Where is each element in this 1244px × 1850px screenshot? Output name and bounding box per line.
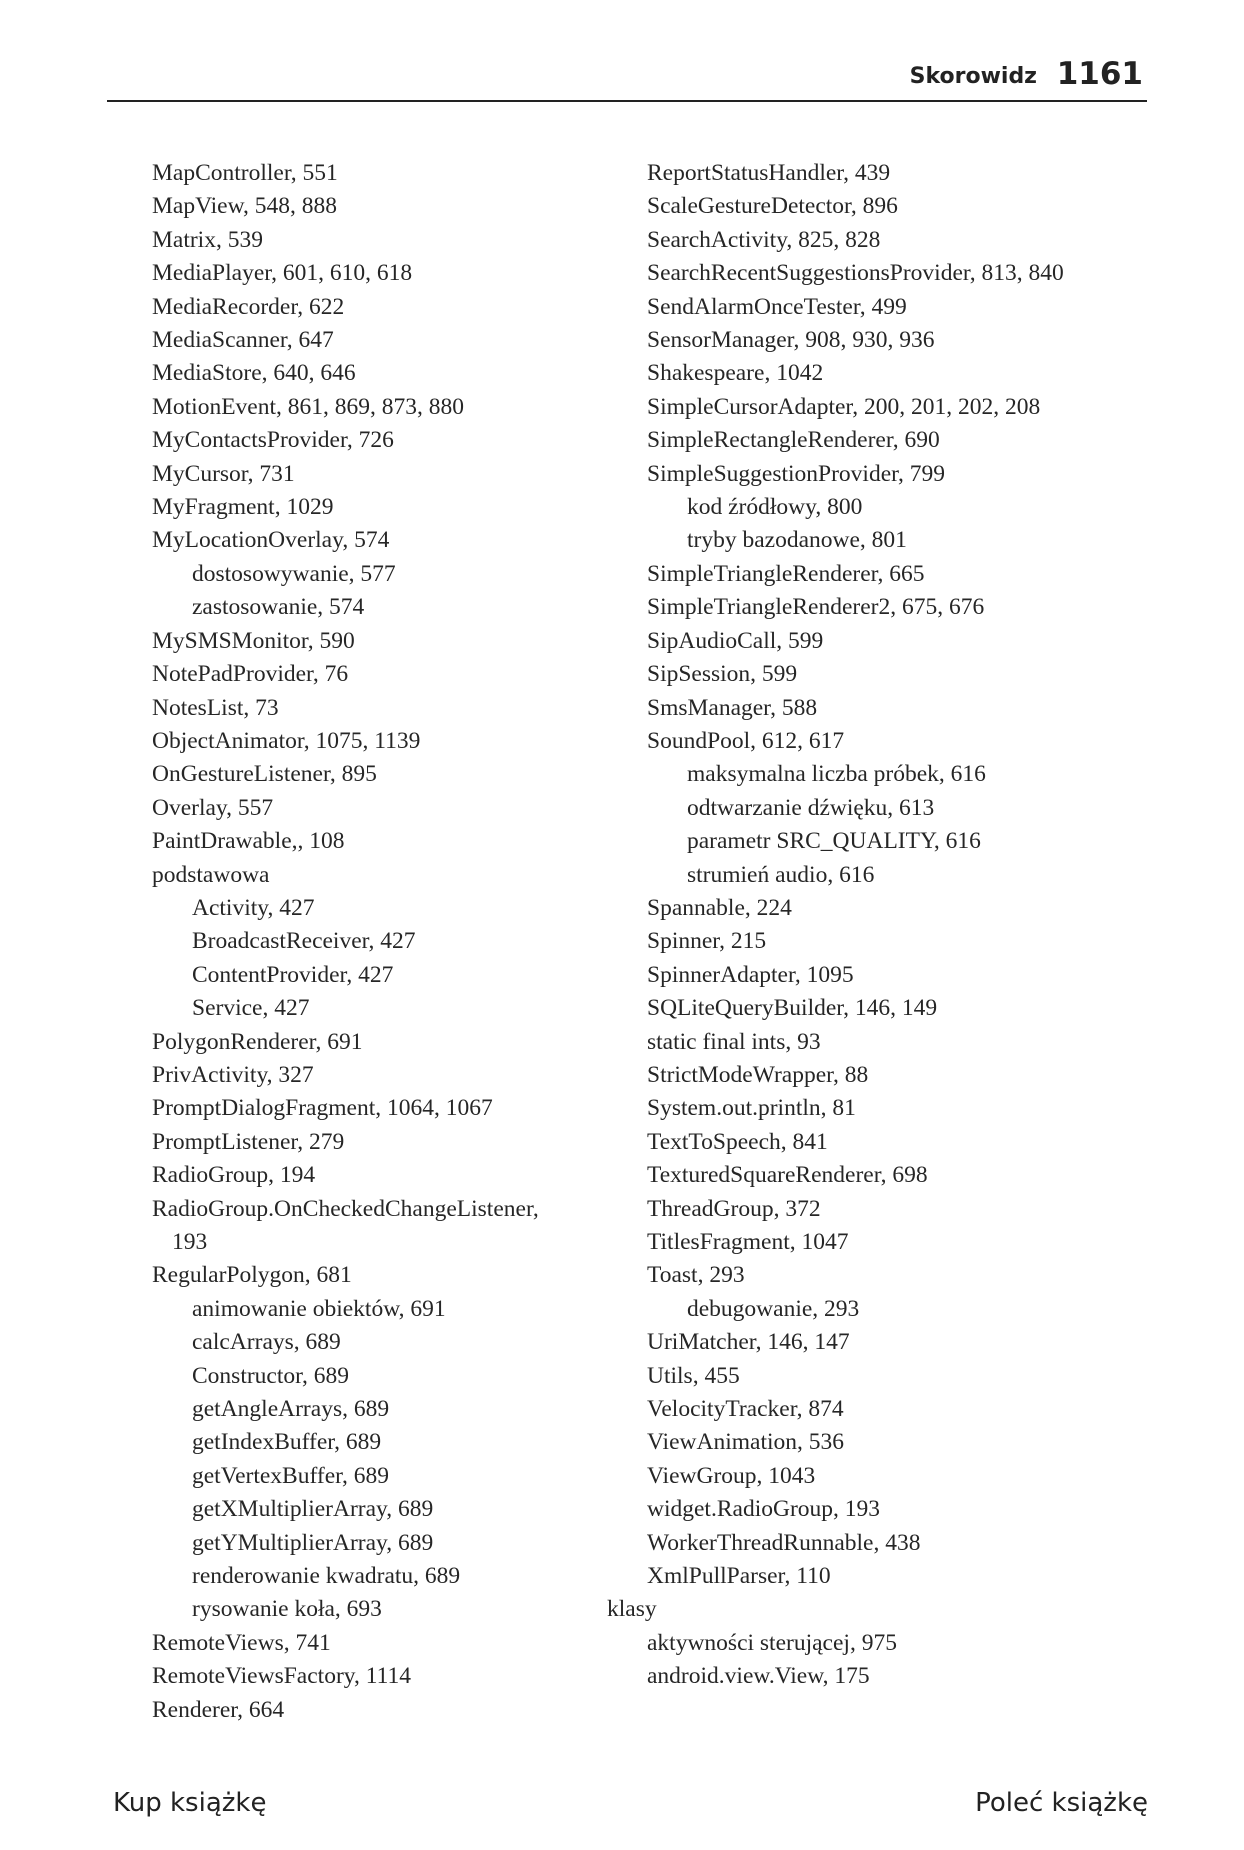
index-entry-continuation: 193 — [172, 1229, 208, 1255]
index-entry: SoundPool, 612, 617 — [647, 727, 845, 754]
index-column-right — [607, 157, 1167, 1694]
index-entry: ViewAnimation, 536 — [647, 1429, 845, 1456]
index-entry: aktywności sterującej, 975 — [647, 1629, 897, 1656]
index-subentry: BroadcastReceiver, 427 — [192, 928, 416, 955]
index-entry: SipSession, 599 — [647, 661, 798, 688]
index-entry: SimpleTriangleRenderer, 665 — [647, 560, 925, 587]
index-subentry: getXMultiplierArray, 689 — [192, 1496, 434, 1523]
index-entry: PromptListener, 279 — [152, 1128, 345, 1155]
index-entry: SimpleRectangleRenderer, 690 — [647, 427, 940, 454]
index-subentry: zastosowanie, 574 — [192, 594, 365, 621]
index-entry: ReportStatusHandler, 439 — [647, 160, 891, 186]
index-subentry: kod źródłowy, 800 — [687, 494, 863, 521]
index-entry: ThreadGroup, 372 — [647, 1195, 821, 1222]
index-entry: SearchRecentSuggestionsProvider, 813, 840 — [647, 260, 1064, 287]
index-entry: MapController, 551 — [152, 160, 338, 186]
index-subentry: strumień audio, 616 — [687, 861, 875, 888]
index-entry: SimpleTriangleRenderer2, 675, 676 — [647, 594, 985, 621]
index-entry: Matrix, 539 — [152, 226, 263, 253]
index-entry: PromptDialogFragment, 1064, 1067 — [152, 1095, 493, 1122]
index-subentry: parametr SRC_QUALITY, 616 — [687, 828, 981, 855]
index-entry: SipAudioCall, 599 — [647, 627, 824, 654]
index-entry: Toast, 293 — [647, 1262, 745, 1289]
index-entry: Renderer, 664 — [152, 1696, 285, 1723]
index-entry: MotionEvent, 861, 869, 873, 880 — [152, 393, 465, 420]
index-entry: RadioGroup.OnCheckedChangeListener, — [152, 1195, 539, 1222]
index-entry: Shakespeare, 1042 — [647, 360, 824, 387]
index-subentry: Service, 427 — [192, 995, 310, 1022]
index-entry: MapView, 548, 888 — [152, 193, 338, 220]
index-entry: TextToSpeech, 841 — [647, 1128, 828, 1155]
index-entry: RadioGroup, 194 — [152, 1162, 316, 1189]
index-entry: MyContactsProvider, 726 — [152, 427, 394, 454]
index-subentry: getYMultiplierArray, 689 — [192, 1529, 434, 1556]
index-entry: PrivActivity, 327 — [152, 1061, 314, 1088]
index-subentry: dostosowywanie, 577 — [192, 560, 396, 587]
page-header — [107, 56, 1147, 102]
index-entry: SearchActivity, 825, 828 — [647, 226, 881, 253]
index-entry: Overlay, 557 — [152, 794, 274, 821]
index-entry: MySMSMonitor, 590 — [152, 627, 355, 654]
index-entry: SQLiteQueryBuilder, 146, 149 — [647, 995, 938, 1022]
index-entry: klasy — [607, 1596, 657, 1623]
recommend-book-link[interactable]: Poleć książkę — [975, 1788, 1148, 1818]
index-entry: Utils, 455 — [647, 1362, 740, 1389]
index-entry: RemoteViewsFactory, 1114 — [152, 1663, 411, 1690]
index-column-left — [152, 157, 622, 1727]
index-subentry: tryby bazodanowe, 801 — [687, 527, 907, 554]
index-entry: PaintDrawable,, 108 — [152, 828, 345, 855]
index-entry: MyFragment, 1029 — [152, 494, 334, 521]
index-entry: MyCursor, 731 — [152, 460, 295, 487]
index-entry: ScaleGestureDetector, 896 — [647, 193, 898, 220]
index-subentry: getAngleArrays, 689 — [192, 1396, 390, 1423]
index-entry: TexturedSquareRenderer, 698 — [647, 1162, 928, 1189]
index-entry: SpinnerAdapter, 1095 — [647, 961, 854, 988]
index-entry: RegularPolygon, 681 — [152, 1262, 352, 1289]
index-entry: MyLocationOverlay, 574 — [152, 527, 390, 554]
index-subentry: rysowanie koła, 693 — [192, 1596, 382, 1623]
index-subentry: animowanie obiektów, 691 — [192, 1295, 446, 1322]
index-entry: TitlesFragment, 1047 — [647, 1229, 849, 1255]
index-entry: widget.RadioGroup, 193 — [647, 1496, 881, 1523]
index-entry: Spinner, 215 — [647, 928, 767, 955]
index-entry: MediaPlayer, 601, 610, 618 — [152, 260, 413, 287]
index-entry: NotesList, 73 — [152, 694, 279, 721]
index-entry: ViewGroup, 1043 — [647, 1462, 816, 1489]
index-entry: Spannable, 224 — [647, 894, 792, 921]
index-subentry: odtwarzanie dźwięku, 613 — [687, 794, 935, 821]
index-entry: ObjectAnimator, 1075, 1139 — [152, 727, 421, 754]
index-subentry: debugowanie, 293 — [687, 1295, 860, 1322]
index-entry: SimpleSuggestionProvider, 799 — [647, 460, 946, 487]
header-section-title: Skorowidz — [909, 64, 1037, 89]
buy-book-link[interactable]: Kup książkę — [113, 1788, 267, 1818]
index-entry: NotePadProvider, 76 — [152, 661, 349, 688]
index-entry: podstawowa — [152, 861, 270, 888]
index-entry: MediaScanner, 647 — [152, 327, 334, 354]
index-entry: SmsManager, 588 — [647, 694, 818, 721]
index-entry: System.out.println, 81 — [647, 1095, 856, 1122]
index-subentry: Constructor, 689 — [192, 1362, 350, 1389]
index-entry: RemoteViews, 741 — [152, 1629, 331, 1656]
index-entry: StrictModeWrapper, 88 — [647, 1061, 869, 1088]
index-entry: PolygonRenderer, 691 — [152, 1028, 363, 1055]
index-subentry: getIndexBuffer, 689 — [192, 1429, 382, 1456]
index-subentry: calcArrays, 689 — [192, 1329, 341, 1356]
index-entry: SimpleCursorAdapter, 200, 201, 202, 208 — [647, 393, 1041, 420]
index-entry: MediaStore, 640, 646 — [152, 360, 356, 387]
index-entry: XmlPullParser, 110 — [647, 1563, 831, 1590]
index-entry: WorkerThreadRunnable, 438 — [647, 1529, 921, 1556]
index-entry: android.view.View, 175 — [647, 1663, 870, 1690]
page-number: 1161 — [1056, 56, 1143, 92]
index-entry: SendAlarmOnceTester, 499 — [647, 293, 907, 320]
index-subentry: maksymalna liczba próbek, 616 — [687, 761, 986, 788]
index-subentry: Activity, 427 — [192, 894, 315, 921]
index-entry: VelocityTracker, 874 — [647, 1396, 844, 1423]
index-subentry: renderowanie kwadratu, 689 — [192, 1563, 461, 1590]
index-entry: MediaRecorder, 622 — [152, 293, 345, 320]
index-entry: OnGestureListener, 895 — [152, 761, 377, 788]
index-entry: UriMatcher, 146, 147 — [647, 1329, 850, 1356]
index-entry: static final ints, 93 — [647, 1028, 821, 1055]
index-entry: SensorManager, 908, 930, 936 — [647, 327, 935, 354]
index-subentry: getVertexBuffer, 689 — [192, 1462, 390, 1489]
index-subentry: ContentProvider, 427 — [192, 961, 394, 988]
